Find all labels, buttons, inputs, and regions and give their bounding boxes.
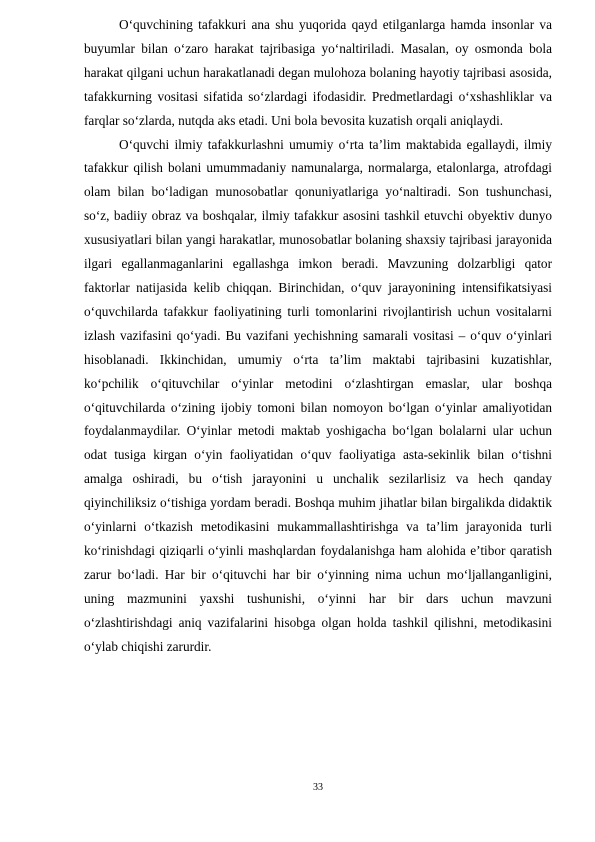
body-text (84, 13, 552, 658)
paragraph-1: O‘quvchining tafakkuri ana shu yuqorida qayd etilganlarga hamda insonlar va buyumlar bilan o‘zaro harakat tajribasiga yo‘naltiriladi. Masalan, oy osmonda bola harakat qilgani uchun harakatlanadi degan mulohoza bolaning hayotiy tajribasi asosida, tafakkurning vositasi sifatida so‘zlardagi ifodasidir. Predmetlardagi o‘xshashliklar va farqlar so‘zlarda, nutqda aks etadi. Uni bola bevosita kuzatish orqali aniqlaydi. (84, 17, 552, 128)
page-number: 33 (313, 782, 323, 793)
paragraph-2: O‘quvchi ilmiy tafakkurlashni umumiy o‘rta ta’lim maktabida egallaydi, ilmiy tafakkur qilish bolani umummadaniy namunalarga, normalarga, etalonlarga, atrofdagi olam bilan bo‘ladigan munosobatlar qonuniyatlariga yo‘naltiradi. Son tushunchasi, so‘z, badiiy obraz va boshqalar, ilmiy tafakkur asosini tashkil etuvchi obyektiv dunyo xususiyatlari bilan yangi harakatlar, munosobatlar bolaning shaxsiy tajribasi jarayonida ilgari egallanmaganlarini egallashga imkon beradi. Mavzuning dolzarbligi qator faktorlar natijasida kelib chiqqan. Birinchidan, o‘quv jarayonining intensifikatsiyasi o‘quvchilarda tafakkur faoliyatining turli tomonlarini rivojlantirish uchun vositalarni izlash vazifasini qo‘yadi. Bu vazifani yechishning samarali vositasi – o‘quv o‘yinlari hisoblanadi. Ikkinchidan, umumiy o‘rta ta’lim maktabi tajribasini kuzatishlar, ko‘pchilik o‘qituvchilar o‘yinlar metodini o‘zlashtirgan emaslar, ular boshqa o‘qituvchilarda o‘zining ijobiy tomoni bilan nomoyon bo‘lgan o‘yinlar amaliyotidan foydalanmaydilar. O‘yinlar metodi maktab yoshigacha bo‘lgan bolalarni ular uchun odat tusiga kirgan o‘yin faoliyatidan o‘quv faoliyatiga asta-sekinlik bilan o‘tishni amalga oshiradi, bu o‘tish jarayonini u unchalik sezilarlisiz va hech qanday qiyinchiliksiz o‘tishiga yordam beradi. Boshqa muhim jihatlar bilan birgalikda didaktik o‘yinlarni o‘tkazish metodikasini mukammallashtirishga va ta’lim jarayonida turli ko‘rinishdagi qiziqarli o‘yinli mashqlardan foydalanishga ham alohida e’tibor qaratish zarur bo‘ladi. Har bir o‘qituvchi har bir o‘yinning nima uchun mo‘ljallanganligini, uning mazmunini yaxshi tushunishi, o‘yinni har bir dars uchun mavzuni o‘zlashtirishdagi aniq vazifalarini hisobga olgan holda tashkil qilishni, metodikasini o‘ylab chiqishi zarurdir. (84, 136, 552, 654)
